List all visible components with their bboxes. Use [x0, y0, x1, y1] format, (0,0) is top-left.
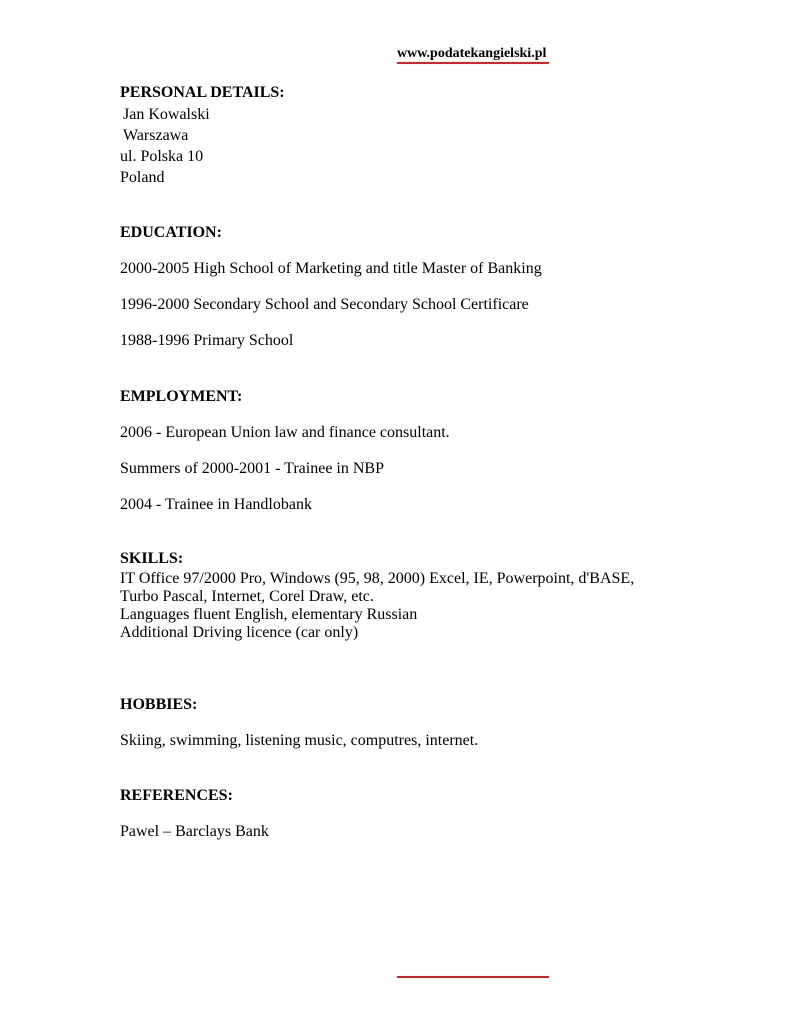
skills-line: Turbo Pascal, Internet, Corel Draw, etc. — [120, 588, 374, 605]
cv-content — [120, 82, 740, 840]
hobbies-section — [120, 694, 478, 751]
references-text: Pawel – Barclays Bank — [120, 823, 269, 840]
employment-section — [120, 386, 450, 515]
skills-section — [120, 548, 634, 642]
employment-item: 2006 - European Union law and finance consultant. — [120, 424, 450, 441]
education-section — [120, 222, 542, 351]
personal-name: Jan Kowalski — [123, 106, 210, 123]
education-item: 1996-2000 Secondary School and Secondary School Certificare — [120, 296, 529, 313]
skills-line: Languages fluent English, elementary Russian — [120, 606, 418, 623]
hobbies-text: Skiing, swimming, listening music, computres, internet. — [120, 732, 479, 749]
education-item: 1988-1996 Primary School — [120, 332, 294, 349]
personal-city: Warszawa — [123, 127, 189, 144]
hobbies-heading: HOBBIES: — [120, 696, 198, 713]
skills-heading: SKILLS: — [120, 550, 184, 567]
education-heading: EDUCATION: — [120, 224, 222, 241]
references-section — [120, 785, 269, 842]
employment-heading: EMPLOYMENT: — [120, 388, 243, 405]
footer-red-rule — [397, 976, 549, 978]
personal-street: ul. Polska 10 — [120, 148, 204, 165]
skills-line: IT Office 97/2000 Pro, Windows (95, 98, 2000) Excel, IE, Powerpoint, d'BASE, — [120, 570, 635, 587]
personal-details-heading: PERSONAL DETAILS: — [120, 84, 285, 101]
skills-line: Additional Driving licence (car only) — [120, 624, 359, 641]
site-link[interactable]: www.podatekangielski.pl — [397, 46, 547, 61]
employment-item: 2004 - Trainee in Handlobank — [120, 496, 312, 513]
references-heading: REFERENCES: — [120, 787, 233, 804]
personal-details-section — [120, 82, 740, 188]
personal-country: Poland — [120, 169, 165, 186]
education-item: 2000-2005 High School of Marketing and title Master of Banking — [120, 260, 542, 277]
employment-item: Summers of 2000-2001 - Trainee in NBP — [120, 460, 384, 477]
header-red-rule — [397, 62, 549, 64]
